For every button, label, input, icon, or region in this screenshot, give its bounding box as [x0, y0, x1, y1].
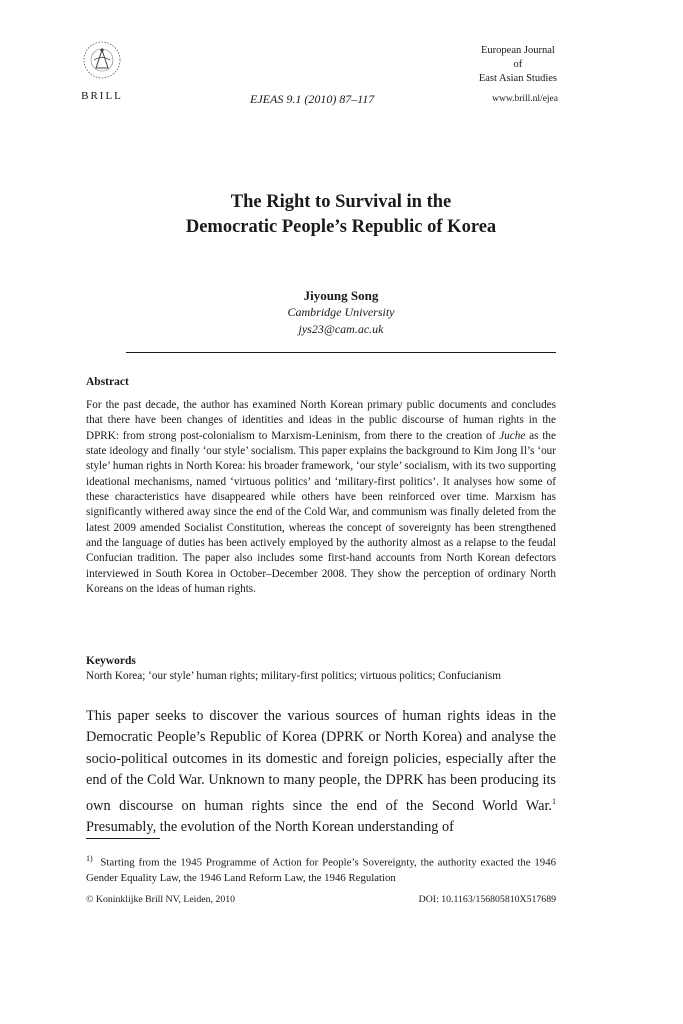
copyright: © Koninklijke Brill NV, Leiden, 2010: [86, 894, 236, 905]
doi[interactable]: DOI: 10.1163/156805810X517689: [418, 894, 556, 905]
keywords-heading: Keywords: [86, 655, 136, 667]
title-line-1: The Right to Survival in the: [230, 192, 452, 212]
author-email[interactable]: jys23@cam.ac.uk: [298, 322, 384, 336]
journal-line: of: [513, 59, 523, 70]
journal-url[interactable]: www.brill.nl/ejea: [492, 94, 558, 104]
author-affiliation: Cambridge University: [287, 305, 395, 319]
journal-line: European Journal: [481, 45, 555, 56]
journal-citation: EJEAS 9.1 (2010) 87–117: [250, 92, 375, 106]
publisher-logo: [72, 38, 132, 102]
footnote: [86, 851, 556, 886]
author-name: Jiyoung Song: [303, 288, 379, 303]
footnote-reference[interactable]: 1: [552, 797, 556, 807]
footnote-divider: [86, 838, 160, 839]
footnote-marker: 1): [86, 854, 93, 863]
journal-line: East Asian Studies: [478, 73, 557, 84]
title-line-2: Democratic People’s Republic of Korea: [185, 217, 497, 237]
publisher-name: BRILL: [81, 90, 123, 102]
abstract-text: [86, 398, 556, 597]
keywords-text: North Korea; ‘our style’ human rights; military-first politics; virtuous politics; Confucianism: [86, 670, 501, 682]
header-divider: [126, 352, 556, 353]
body-text-part: Presumably, the evolution of the North Korean understanding of: [86, 819, 454, 836]
article-title: [126, 190, 556, 240]
abstract-text-part: as the state ideology and finally ‘our style’ socialism. This paper explains the background to Kim Jong Il’s ‘our style’ human rights in North Korea: his broader framework, ‘our style’ socialism, with its two supporting ideational mechanisms, named ‘virtuous politics’ and ‘military-first politics’. It analyses how some of these characteristics have disappeared while others have been reinforced over time. Marxism has significantly withered away since the end of the Cold War, and communism was finally deleted from the latest 2009 amended Socialist Constitution, whereas the concept of sovereignty has been strengthened and the language of duties has been actively employed by the authority almost as a relapse to the feudal Confucian tradition. The paper also includes some first-hand accounts from North Korean defectors interviewed in South Korea in October–December 2008. They show the perception of ordinary North Koreans on the ideas of human rights.: [86, 429, 556, 596]
brill-emblem-icon: [80, 38, 124, 86]
abstract-text-part: For the past decade, the author has examined North Korean primary public documents and concludes that there have been changes of identities and ideas in the public discourse of human rights in the DPRK: from strong post-colonialism to Marxism-Leninism, from there to the creation of: [86, 399, 556, 442]
author-block: [126, 287, 556, 338]
journal-name: [479, 44, 557, 86]
footnote-text: Starting from the 1945 Programme of Action for People’s Sovereignty, the authority exacted the 1946 Gender Equality Law, the 1946 Land Reform Law, the 1946 Regulation: [86, 856, 556, 884]
body-paragraph: [86, 706, 556, 839]
abstract-juche-term: Juche: [499, 429, 526, 442]
abstract-heading: Abstract: [86, 376, 129, 388]
body-text-part: This paper seeks to discover the various sources of human rights ideas in the Democratic People’s Republic of Korea (DPRK or North Korea) and analyse the socio-political outcomes in its domestic and foreign policies, especially after the end of the Cold War. Unknown to many people, the DPRK has been producing its own discourse on human rights since the end of the Second World War.: [86, 708, 556, 814]
